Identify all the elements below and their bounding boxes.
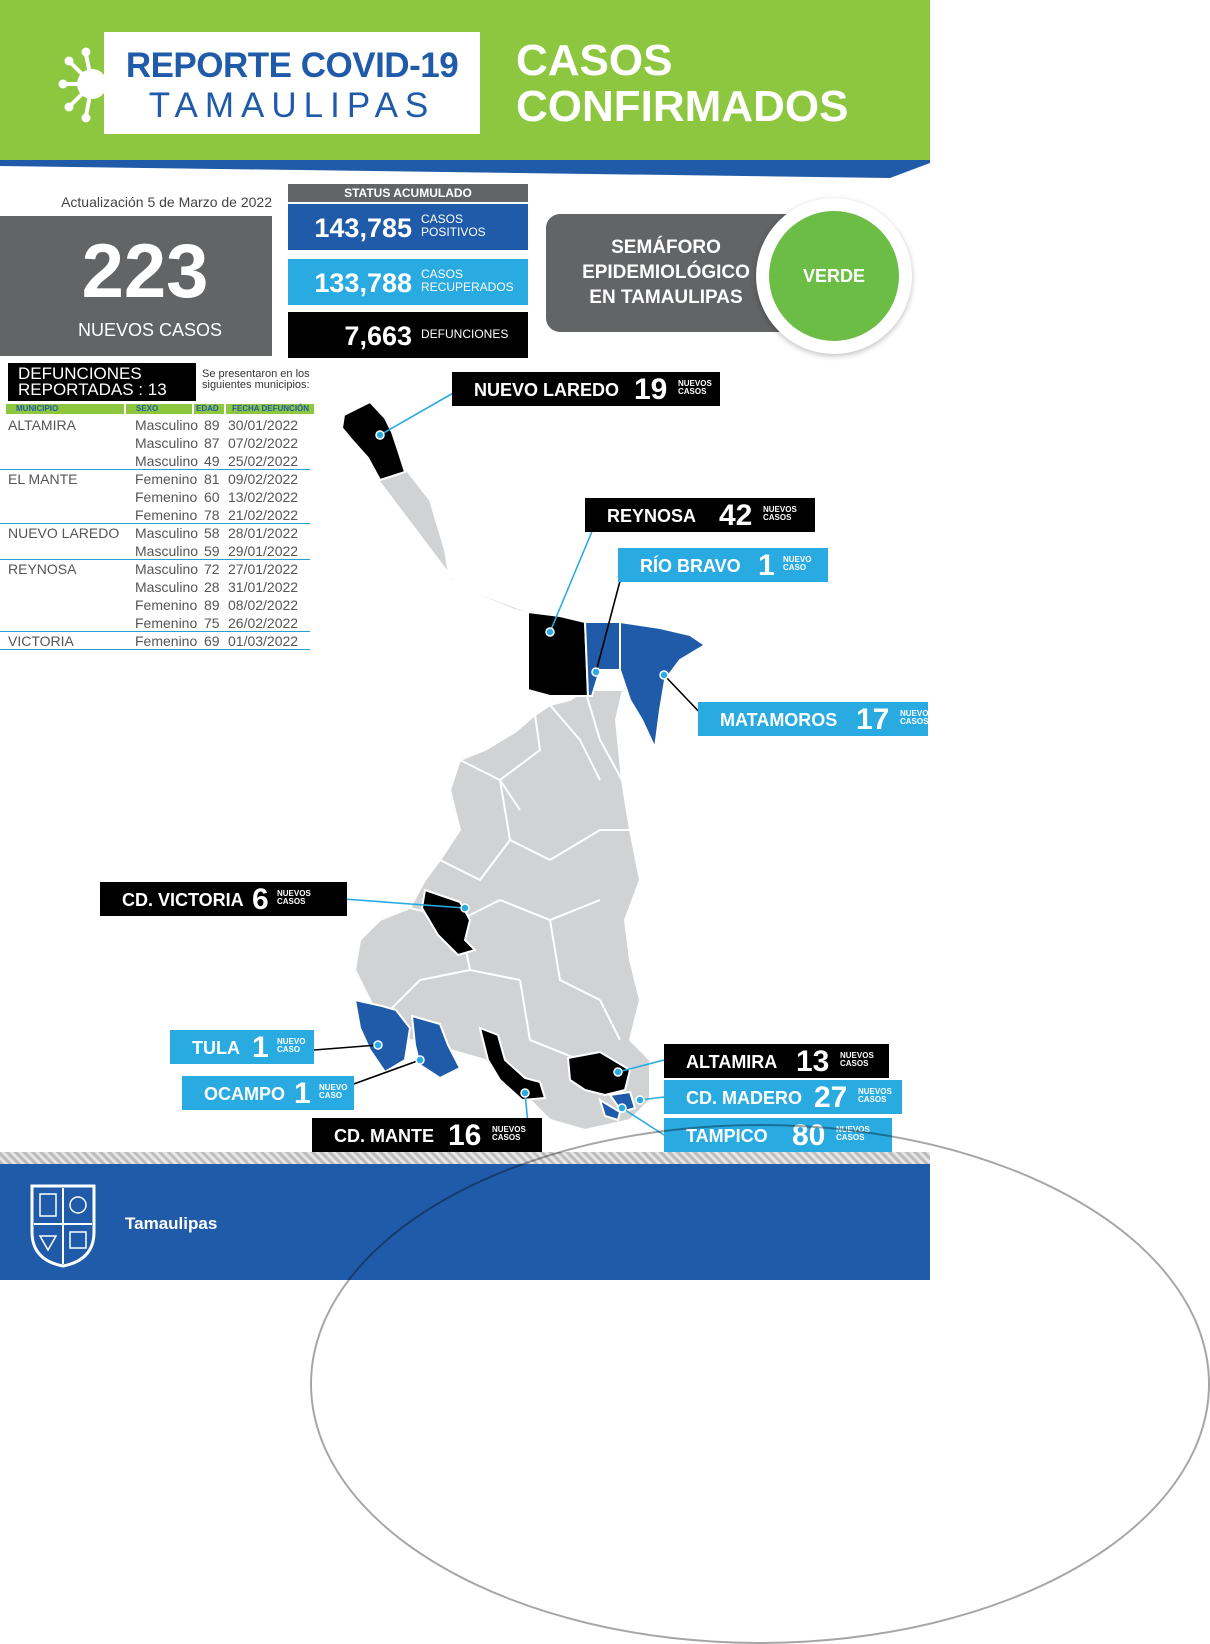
municipio-cases-label (783, 556, 811, 572)
recuperados-value: 133,788 (314, 268, 412, 298)
cell-municipio: REYNOSA (8, 561, 77, 577)
cell-edad: 78 (204, 507, 220, 523)
positivos-label-2: POSITIVOS (421, 225, 486, 239)
cell-edad: 28 (204, 579, 220, 595)
cell-sexo: Femenino (135, 615, 198, 631)
semaforo-status: VERDE (769, 211, 899, 341)
municipio-new-cases: 80 (792, 1119, 826, 1152)
leader-dot (416, 1056, 424, 1064)
cases-label-line1: NUEVOS (277, 889, 311, 898)
leader-dot (614, 1068, 622, 1076)
col-edad: EDAD (194, 404, 224, 414)
cell-edad: 69 (204, 633, 220, 649)
cell-edad: 58 (204, 525, 220, 541)
municipio-name: OCAMPO (204, 1084, 285, 1104)
cell-fecha: 26/02/2022 (228, 615, 299, 631)
defunciones-title-line1: DEFUNCIONES (18, 364, 142, 383)
municipio-new-cases: 1 (294, 1077, 311, 1110)
leader-dot (592, 668, 600, 676)
municipio-new-cases: 27 (814, 1081, 848, 1114)
cases-label-line1: NUEVO (319, 1083, 348, 1092)
coat-of-arms-icon (28, 1180, 98, 1268)
municipio-cases-label (840, 1052, 874, 1068)
report-state: TAMAULIPAS (148, 86, 436, 125)
map-matamoros (620, 622, 705, 748)
recuperados-label-1: CASOS (421, 267, 464, 281)
cell-sexo: Femenino (135, 507, 198, 523)
municipio-new-cases: 16 (448, 1119, 482, 1152)
table-row (0, 416, 310, 434)
municipio-callout (698, 702, 934, 736)
municipio-callout (618, 548, 828, 582)
municipio-new-cases: 6 (252, 883, 269, 916)
semaforo-line1: SEMÁFORO (611, 237, 721, 258)
cell-sexo: Femenino (135, 471, 198, 487)
semaforo-line2: EPIDEMIOLÓGICO (582, 262, 750, 283)
section-title-line2: CONFIRMADOS (516, 82, 849, 131)
map-nuevo-laredo (342, 402, 405, 480)
cell-fecha: 21/02/2022 (228, 507, 299, 523)
table-row (0, 614, 310, 632)
defunciones-title-line2: REPORTADAS : 13 (18, 380, 167, 399)
table-row (0, 632, 310, 650)
positivos-value: 143,785 (314, 213, 412, 243)
cell-fecha: 07/02/2022 (228, 435, 299, 451)
tamaulipas-map (300, 360, 930, 1160)
virus-icon (58, 44, 108, 124)
cell-edad: 89 (204, 417, 220, 433)
municipio-cases-label (277, 890, 311, 906)
table-row (0, 470, 310, 488)
cases-label-line1: NUEVO (783, 555, 812, 564)
map-rio-bravo (585, 622, 620, 696)
col-fecha: FECHA DEFUNCIÓN (226, 404, 314, 414)
cell-fecha: 09/02/2022 (228, 471, 299, 487)
section-title (516, 38, 916, 130)
municipio-name: CD. MANTE (334, 1126, 434, 1146)
status-positivos (288, 204, 528, 250)
municipio-new-cases: 13 (796, 1045, 830, 1078)
municipio-new-cases: 17 (856, 703, 890, 736)
cell-sexo: Femenino (135, 597, 198, 613)
leader-dot (660, 671, 668, 679)
municipio-name: TAMPICO (686, 1126, 768, 1146)
municipio-new-cases: 1 (252, 1031, 269, 1064)
cell-fecha: 31/01/2022 (228, 579, 299, 595)
municipio-name: MATAMOROS (720, 710, 838, 730)
update-date: Actualización 5 de Marzo de 2022 (61, 194, 272, 210)
cases-label-line2: CASOS (277, 897, 306, 906)
municipio-cases-label (277, 1038, 305, 1054)
cell-sexo: Masculino (135, 417, 199, 433)
municipio-callout (452, 372, 720, 406)
table-row (0, 434, 310, 452)
header-banner (0, 0, 930, 160)
cases-label-line2: CASOS (858, 1095, 887, 1104)
report-title-box (104, 32, 480, 134)
cell-sexo: Masculino (135, 579, 199, 595)
recuperados-label (421, 268, 529, 294)
defunciones-note: Se presentaron en los siguientes municipios: (202, 368, 310, 391)
cell-edad: 87 (204, 435, 220, 451)
municipio-callout (182, 1076, 354, 1110)
municipio-callout (585, 498, 815, 532)
footer (0, 1164, 930, 1280)
leader-line (550, 517, 598, 632)
municipio-new-cases: 42 (719, 499, 753, 532)
leader-dot (618, 1104, 626, 1112)
municipio-name: REYNOSA (607, 506, 697, 526)
table-separator (0, 631, 310, 632)
table-separator (0, 559, 310, 560)
cell-edad: 60 (204, 489, 220, 505)
municipio-cases-label (319, 1084, 347, 1100)
municipio-name: NUEVO LAREDO (474, 380, 620, 400)
cases-label-line1: NUEVOS (840, 1051, 874, 1060)
municipio-cases-label (678, 380, 712, 396)
cell-sexo: Masculino (135, 525, 199, 541)
cases-label-line2: CASOS (763, 513, 792, 522)
cell-sexo: Masculino (135, 453, 199, 469)
cell-fecha: 13/02/2022 (228, 489, 299, 505)
table-row (0, 524, 310, 542)
cell-edad: 81 (204, 471, 220, 487)
cell-fecha: 08/02/2022 (228, 597, 299, 613)
positivos-label (421, 213, 529, 239)
cell-edad: 75 (204, 615, 220, 631)
new-cases-label: NUEVOS CASOS (77, 320, 223, 340)
cell-municipio: NUEVO LAREDO (8, 525, 120, 541)
cell-sexo: Femenino (135, 489, 198, 505)
cases-label-line1: NUEVOS (763, 505, 797, 514)
cell-fecha: 30/01/2022 (228, 417, 299, 433)
header-stripe (0, 160, 930, 180)
leader-line (380, 388, 462, 435)
cases-label-line2: CASOS (900, 717, 929, 726)
municipio-callout (170, 1030, 314, 1064)
new-cases-value: 223 (81, 229, 209, 314)
leader-dot (374, 1041, 382, 1049)
table-separator (0, 649, 310, 650)
cases-label-line2: CASO (783, 563, 807, 572)
leader-dot (546, 628, 554, 636)
cell-fecha: 28/01/2022 (228, 525, 299, 541)
leader-dot (461, 904, 469, 912)
new-cases-box (0, 216, 272, 356)
municipio-cases-label (900, 710, 934, 726)
positivos-label-1: CASOS (421, 212, 464, 226)
cases-label-line1: NUEVOS (836, 1125, 870, 1134)
cases-label-line1: NUEVO (277, 1037, 306, 1046)
table-separator (0, 523, 310, 524)
municipio-name: ALTAMIRA (686, 1052, 778, 1072)
municipio-callout (100, 882, 347, 916)
leader-dot (521, 1089, 529, 1097)
semaforo-indicator (756, 198, 912, 354)
cell-sexo: Masculino (135, 543, 199, 559)
footer-brand: Tamaulipas (125, 1214, 218, 1233)
cases-label-line2: CASOS (678, 387, 707, 396)
cell-fecha: 27/01/2022 (228, 561, 299, 577)
cases-label-line1: NUEVOS (678, 379, 712, 388)
municipio-callout (664, 1044, 889, 1078)
cases-label-line1: NUEVOS (900, 709, 934, 718)
cases-label-line1: NUEVOS (858, 1087, 892, 1096)
cases-label-line1: NUEVOS (492, 1125, 526, 1134)
semaforo-line3: EN TAMAULIPAS (589, 287, 743, 308)
footer-arc (310, 1124, 1210, 1644)
map-reynosa (528, 612, 588, 696)
table-separator (0, 469, 310, 470)
section-title-line1: CASOS (516, 36, 673, 85)
semaforo-title (556, 235, 776, 310)
table-row (0, 452, 310, 470)
municipio-cases-label (763, 506, 797, 522)
cell-edad: 72 (204, 561, 220, 577)
cell-municipio: ALTAMIRA (8, 417, 76, 433)
cell-fecha: 25/02/2022 (228, 453, 299, 469)
municipio-name: RÍO BRAVO (640, 556, 741, 576)
cell-sexo: Masculino (135, 435, 199, 451)
status-defunciones (288, 312, 528, 358)
leader-dot (636, 1096, 644, 1104)
leader-dot (376, 431, 384, 439)
col-sexo: SEXO (126, 404, 192, 414)
cases-label-line2: CASOS (836, 1133, 865, 1142)
municipio-cases-label (858, 1088, 892, 1104)
municipio-cases-label (492, 1126, 526, 1142)
municipio-new-cases: 19 (634, 373, 668, 406)
table-row (0, 506, 310, 524)
table-row (0, 560, 310, 578)
cases-label-line2: CASO (277, 1045, 301, 1054)
recuperados-label-2: RECUPERADOS (421, 280, 514, 294)
status-title: STATUS ACUMULADO (288, 184, 528, 202)
col-municipio: MUNICIPIO (6, 404, 124, 414)
municipio-new-cases: 1 (758, 549, 775, 582)
cell-edad: 89 (204, 597, 220, 613)
cases-label-line2: CASOS (492, 1133, 521, 1142)
table-row (0, 488, 310, 506)
defunciones-label: DEFUNCIONES (421, 327, 509, 341)
cases-label-line2: CASOS (840, 1059, 869, 1068)
cell-edad: 59 (204, 543, 220, 559)
table-row (0, 542, 310, 560)
municipio-name: TULA (192, 1038, 240, 1058)
defunciones-value: 7,663 (344, 321, 412, 351)
cell-sexo: Femenino (135, 633, 198, 649)
report-title: REPORTE COVID-19 (125, 46, 459, 85)
cell-sexo: Masculino (135, 561, 199, 577)
cases-label-line2: CASO (319, 1091, 343, 1100)
cell-fecha: 29/01/2022 (228, 543, 299, 559)
cell-municipio: EL MANTE (8, 471, 78, 487)
municipio-name: CD. VICTORIA (122, 890, 244, 910)
cell-edad: 49 (204, 453, 220, 469)
municipio-callout (312, 1118, 542, 1152)
defunciones-title (8, 363, 196, 401)
municipio-name: CD. MADERO (686, 1088, 802, 1108)
table-row (0, 578, 310, 596)
municipio-callout (664, 1080, 902, 1114)
status-recuperados (288, 259, 528, 305)
table-row (0, 596, 310, 614)
cell-municipio: VICTORIA (8, 633, 74, 649)
cell-fecha: 01/03/2022 (228, 633, 299, 649)
